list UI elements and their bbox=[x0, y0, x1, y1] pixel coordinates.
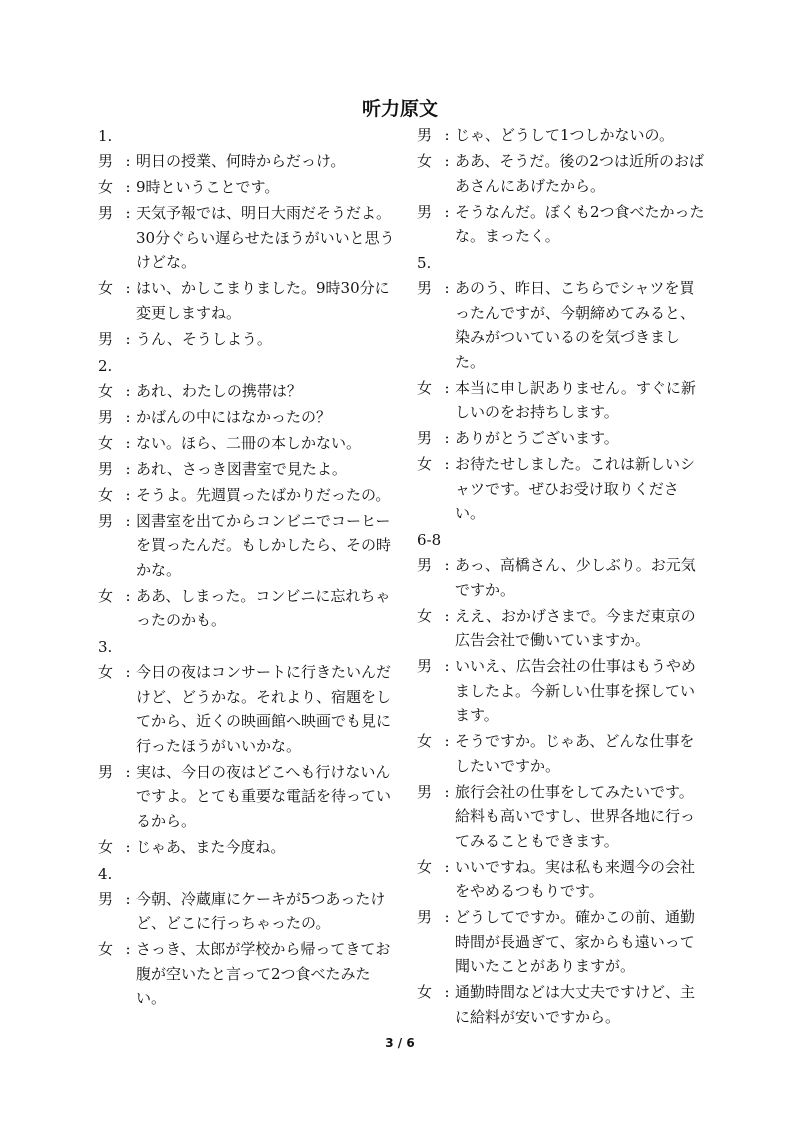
speaker-label: 男 bbox=[98, 762, 114, 781]
line-text: ありがとうございます。 bbox=[455, 429, 619, 447]
speaker-label: 女 bbox=[98, 586, 114, 605]
speaker-separator: : bbox=[125, 381, 131, 400]
dialogue-line bbox=[417, 452, 707, 526]
speaker-label: 女 bbox=[417, 378, 433, 397]
speaker-label: 女 bbox=[417, 732, 433, 750]
speaker-label: 男 bbox=[417, 429, 433, 447]
speaker-separator: : bbox=[444, 429, 450, 447]
dialogue-line bbox=[98, 457, 398, 482]
dialogue-line bbox=[98, 887, 398, 936]
line-text: あれ、さっき図書室で見たよ。 bbox=[136, 459, 347, 478]
line-text: うん、そうしよう。 bbox=[136, 329, 272, 348]
speaker-label: 男 bbox=[98, 889, 114, 908]
speaker-label: 女 bbox=[98, 663, 114, 681]
dialogue-section bbox=[98, 861, 398, 1011]
speaker-separator: : bbox=[125, 279, 131, 297]
line-text: 旅行会社の仕事をしてみたいです。給料も高いですし、世界各地に行ってみることもできます。 bbox=[455, 782, 696, 850]
speaker-separator: : bbox=[125, 178, 131, 196]
dialogue-line bbox=[417, 200, 707, 249]
speaker-label: 男 bbox=[417, 556, 433, 574]
speaker-label: 男 bbox=[98, 204, 114, 222]
line-text: じゃあ、また今度ね。 bbox=[136, 837, 286, 856]
dialogue-line bbox=[417, 276, 707, 374]
dialogue-section bbox=[417, 250, 707, 526]
speaker-label: 女 bbox=[98, 433, 114, 452]
section-number: 2. bbox=[98, 356, 113, 375]
speaker-separator: : bbox=[125, 762, 131, 781]
speaker-separator: : bbox=[125, 837, 131, 856]
dialogue-line bbox=[417, 553, 707, 602]
speaker-separator: : bbox=[444, 606, 450, 625]
dialogue-line bbox=[98, 760, 398, 834]
line-text: ああ、しまった。コンビニに忘れちゃったのかも。 bbox=[136, 586, 391, 629]
speaker-label: 男 bbox=[98, 511, 114, 530]
speaker-label: 女 bbox=[417, 983, 433, 1001]
left-column bbox=[98, 123, 398, 1012]
line-text: 図書室を出てからコンビニでコーヒーを買ったんだ。もしかしたら、その時かな。 bbox=[136, 511, 392, 579]
speaker-separator: : bbox=[444, 455, 450, 473]
speaker-separator: : bbox=[444, 857, 450, 876]
line-text: さっき、太郎が学校から帰ってきてお腹が空いたと言って2つ食べたみたい。 bbox=[136, 940, 391, 1007]
line-text: 本当に申し訳ありません。すぐに新しいのをお持ちします。 bbox=[455, 378, 696, 421]
speaker-label: 女 bbox=[417, 455, 433, 473]
section-number: 5. bbox=[417, 254, 432, 272]
dialogue-section bbox=[417, 527, 707, 1029]
speaker-separator: : bbox=[125, 940, 131, 958]
speaker-separator: : bbox=[125, 329, 131, 348]
dialogue-line bbox=[98, 175, 398, 200]
speaker-label: 女 bbox=[417, 152, 433, 170]
speaker-label: 男 bbox=[417, 657, 433, 675]
dialogue-line bbox=[98, 431, 398, 456]
speaker-separator: : bbox=[125, 433, 131, 452]
line-text: あれ、わたしの携帯は？ bbox=[136, 381, 302, 400]
line-text: あのう、昨日、こちらでシャツを買ったんですが、今朝締めてみると、染みがついているのを気づきました。 bbox=[455, 279, 696, 371]
dialogue-section bbox=[98, 123, 398, 351]
dialogue-line bbox=[98, 509, 398, 583]
speaker-separator: : bbox=[125, 663, 131, 681]
speaker-label: 男 bbox=[417, 279, 433, 297]
line-text: そうよ。先週買ったばかりだったの。 bbox=[136, 485, 391, 504]
line-text: そうなんだ。ぼくも2つ食べたかったな。まったく。 bbox=[455, 202, 705, 245]
speaker-label: 女 bbox=[417, 606, 433, 625]
speaker-label: 男 bbox=[98, 459, 114, 478]
page-number: 3 / 6 bbox=[385, 1036, 415, 1050]
speaker-separator: : bbox=[444, 657, 450, 675]
speaker-label: 女 bbox=[98, 940, 114, 958]
speaker-separator: : bbox=[444, 279, 450, 297]
dialogue-line bbox=[98, 149, 398, 174]
line-text: かばんの中にはなかったの？ bbox=[136, 407, 332, 426]
dialogue-line bbox=[98, 660, 398, 758]
dialogue-line bbox=[417, 376, 707, 425]
speaker-separator: : bbox=[125, 204, 131, 222]
speaker-separator: : bbox=[444, 782, 450, 801]
speaker-separator: : bbox=[125, 152, 131, 170]
speaker-separator: : bbox=[125, 485, 131, 504]
speaker-label: 男 bbox=[98, 329, 114, 348]
speaker-separator: : bbox=[444, 556, 450, 574]
line-text: ない。ほら、二冊の本しかない。 bbox=[136, 433, 362, 452]
speaker-label: 男 bbox=[417, 202, 433, 221]
dialogue-section bbox=[98, 634, 398, 859]
dialogue-line bbox=[417, 426, 707, 451]
section-number: 3. bbox=[98, 638, 113, 656]
line-text: 天気予報では、明日大雨だそうだよ。30分ぐらい遅らせたほうがいいと思うけどな。 bbox=[136, 204, 395, 271]
dialogue-line bbox=[417, 729, 707, 778]
speaker-separator: : bbox=[444, 908, 450, 926]
page-title: 听力原文 bbox=[361, 98, 438, 120]
line-text: 今日の夜はコンサートに行きたいんだけど、どうかな。それより、宿題をしてから、近くの映画館へ映画でも見に行ったほうがいいかな。 bbox=[136, 663, 392, 755]
line-text: いいですね。実は私も来週今の会社をやめるつもりです。 bbox=[455, 857, 696, 900]
section-number: 1. bbox=[98, 127, 113, 145]
line-text: どうしてですか。確かこの前、通勤時間が長過ぎて、家からも遠いって聞いたことがありますが。 bbox=[455, 908, 696, 975]
speaker-separator: : bbox=[444, 126, 450, 144]
dialogue-line bbox=[98, 584, 398, 633]
line-text: あっ、高橋さん、少しぶり。お元気ですか。 bbox=[455, 556, 696, 599]
dialogue-line bbox=[98, 379, 398, 404]
line-text: いいえ、広告会社の仕事はもうやめましたよ。今新しい仕事を探しています。 bbox=[455, 657, 696, 724]
line-text: 実は、今日の夜はどこへも行けないんですよ。とても重要な電話を待っているから。 bbox=[136, 762, 392, 830]
speaker-separator: : bbox=[444, 152, 450, 170]
line-text: 今朝、冷蔵庫にケーキが5つあったけど、どこに行っちゃったの。 bbox=[136, 889, 386, 932]
dialogue-line bbox=[98, 937, 398, 1011]
speaker-separator: : bbox=[125, 889, 131, 908]
speaker-separator: : bbox=[125, 511, 131, 530]
speaker-label: 女 bbox=[98, 485, 114, 504]
speaker-label: 女 bbox=[98, 381, 114, 400]
dialogue-line bbox=[417, 604, 707, 653]
line-text: 通勤時間などは大丈夫ですけど、主に給料が安いですから。 bbox=[455, 983, 696, 1026]
dialogue-line bbox=[98, 327, 398, 352]
line-text: 9時ということです。 bbox=[136, 178, 280, 196]
section-number: 4. bbox=[98, 864, 113, 883]
dialogue-line bbox=[98, 405, 398, 430]
line-text: ええ、おかげさまで。今まだ東京の広告会社で働いていますか。 bbox=[455, 606, 696, 649]
speaker-separator: : bbox=[444, 983, 450, 1001]
speaker-label: 男 bbox=[417, 782, 433, 801]
line-text: はい、かしこまりました。9時30分に変更しますね。 bbox=[136, 279, 390, 322]
dialogue-line bbox=[417, 123, 707, 148]
dialogue-line bbox=[98, 201, 398, 275]
dialogue-section bbox=[417, 123, 707, 249]
speaker-separator: : bbox=[125, 586, 131, 605]
dialogue-line bbox=[417, 149, 707, 198]
speaker-separator: : bbox=[444, 732, 450, 750]
line-text: お待たせしました。これは新しいシャツです。ぜひお受け取りください。 bbox=[455, 455, 696, 522]
dialogue-line bbox=[98, 276, 398, 325]
line-text: 明日の授業、何時からだっけ。 bbox=[136, 152, 346, 170]
speaker-label: 女 bbox=[417, 857, 433, 876]
line-text: じゃ、どうして1つしかないの。 bbox=[455, 126, 674, 144]
speaker-separator: : bbox=[444, 202, 450, 221]
dialogue-line bbox=[417, 654, 707, 728]
speaker-label: 男 bbox=[98, 407, 114, 426]
speaker-label: 女 bbox=[98, 178, 114, 196]
speaker-label: 女 bbox=[98, 837, 114, 856]
speaker-label: 男 bbox=[417, 126, 433, 144]
speaker-separator: : bbox=[444, 378, 450, 397]
dialogue-line bbox=[417, 855, 707, 904]
speaker-label: 女 bbox=[98, 279, 114, 297]
dialogue-line bbox=[417, 905, 707, 979]
right-column bbox=[417, 123, 707, 1031]
speaker-label: 男 bbox=[98, 152, 114, 170]
line-text: ああ、そうだ。後の2つは近所のおばあさんにあげたから。 bbox=[455, 152, 704, 195]
speaker-separator: : bbox=[125, 459, 131, 478]
dialogue-section bbox=[98, 353, 398, 633]
section-number: 6-8 bbox=[417, 531, 442, 549]
speaker-label: 男 bbox=[417, 908, 433, 926]
dialogue-line bbox=[98, 835, 398, 860]
dialogue-line bbox=[417, 980, 707, 1029]
dialogue-line bbox=[98, 483, 398, 508]
line-text: そうですか。じゃあ、どんな仕事をしたいですか。 bbox=[455, 732, 695, 775]
dialogue-line bbox=[417, 780, 707, 854]
speaker-separator: : bbox=[125, 407, 131, 426]
